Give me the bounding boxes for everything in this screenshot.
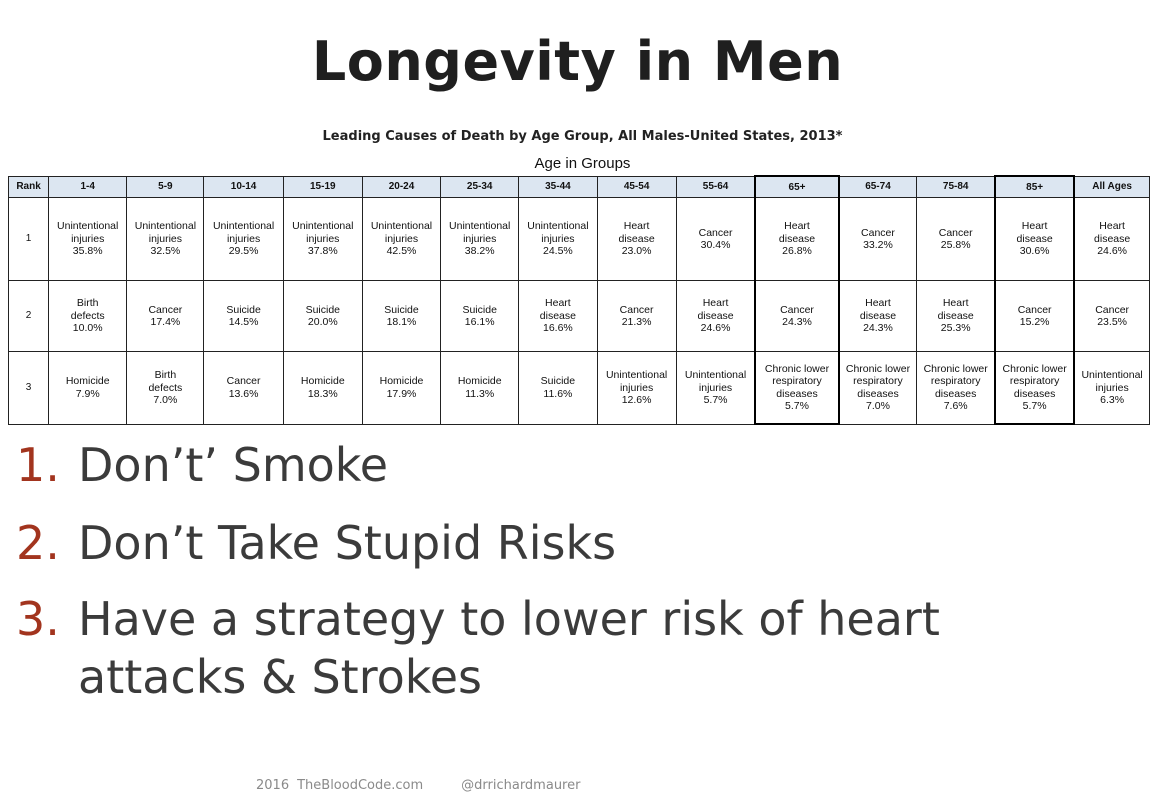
table-row: [9, 198, 1150, 281]
cause-label: Chronic lower: [923, 362, 988, 375]
takeaway-text: [78, 592, 940, 704]
cause-label: injuries: [619, 381, 654, 394]
cause-percent: 24.6%: [700, 322, 731, 335]
cause-label: Suicide: [384, 303, 419, 316]
cause-cell: [1074, 352, 1149, 425]
table-header-row: [9, 176, 1150, 198]
cause-percent: 33.2%: [863, 239, 893, 251]
cause-label: injuries: [541, 232, 575, 245]
cause-percent: 7.0%: [866, 400, 890, 413]
table-row: [9, 281, 1150, 352]
cause-cell: [127, 352, 204, 425]
cause-label: Unintentional: [292, 220, 354, 233]
cause-cell: [676, 198, 755, 281]
cause-percent: 11.3%: [465, 387, 495, 400]
cause-label: Heart: [942, 297, 969, 310]
cause-percent: 15.2%: [1019, 316, 1050, 328]
cause-cell: [676, 281, 755, 352]
cause-label: Cancer: [698, 226, 733, 239]
cause-label: disease: [697, 309, 734, 322]
cause-label: disease: [1016, 232, 1053, 245]
rank-header: Rank: [9, 176, 49, 198]
cause-label: Suicide: [540, 375, 576, 388]
cause-label: injuries: [71, 232, 105, 245]
cause-cell: [519, 281, 597, 352]
takeaway-text-line: Have a strategy to lower risk of heart: [78, 592, 940, 646]
cause-percent: 16.6%: [543, 322, 573, 335]
cause-label: Unintentional: [684, 369, 747, 381]
cause-label: injuries: [463, 232, 497, 245]
cause-cell: [676, 352, 755, 425]
cause-percent: 32.5%: [150, 245, 181, 258]
cause-cell: [597, 281, 676, 352]
cause-label: Chronic lower: [764, 362, 830, 375]
age-group-header: 1-4: [49, 176, 127, 198]
cause-cell: [127, 198, 204, 281]
footer-handle: @drrichardmaurer: [461, 778, 581, 793]
cause-label: Unintentional: [212, 220, 275, 233]
cause-cell: [441, 352, 519, 425]
takeaway-number: 1.: [16, 438, 60, 492]
cause-label: Homicide: [300, 375, 345, 388]
cause-cell: [755, 352, 838, 425]
cause-cell: [49, 281, 127, 352]
slide-title: Longevity in Men: [311, 30, 844, 93]
cause-percent: 18.1%: [386, 316, 417, 328]
cause-percent: 11.6%: [543, 387, 573, 400]
cause-percent: 26.8%: [782, 245, 812, 258]
cause-percent: 13.6%: [228, 387, 259, 400]
cause-cell: [362, 281, 440, 352]
cause-label: diseases: [776, 387, 818, 400]
takeaway-text: Don’t’ Smoke: [78, 438, 389, 492]
cause-label: Heart: [623, 220, 650, 233]
cause-percent: 5.7%: [785, 400, 809, 412]
cause-percent: 5.7%: [703, 394, 728, 406]
cause-label: Heart: [784, 220, 810, 233]
table-body: [9, 198, 1150, 425]
takeaway-text: Don’t Take Stupid Risks: [78, 516, 617, 570]
cause-percent: 24.5%: [543, 245, 573, 258]
cause-label: Homicide: [457, 375, 502, 388]
cause-label: Birth: [154, 369, 177, 381]
cause-label: Unintentional: [527, 220, 589, 233]
cause-label: disease: [859, 309, 897, 322]
cause-percent: 17.9%: [386, 387, 417, 400]
cause-cell: [283, 281, 362, 352]
age-group-header: 65+: [755, 176, 838, 198]
cause-percent: 7.6%: [943, 400, 968, 413]
cause-label: respiratory: [853, 375, 903, 388]
cause-label: respiratory: [930, 375, 981, 388]
takeaway-item-1: [16, 438, 388, 492]
cause-label: Chronic lower: [1002, 362, 1067, 375]
cause-cell: [283, 198, 362, 281]
cause-label: Cancer: [938, 226, 973, 239]
cause-label: Homicide: [65, 375, 110, 388]
takeaway-item-3: [16, 592, 940, 704]
cause-label: Cancer: [148, 303, 183, 316]
cause-percent: 7.9%: [75, 387, 100, 400]
cause-cell: [597, 198, 676, 281]
cause-cell: [362, 198, 440, 281]
cause-label: disease: [937, 309, 974, 322]
cause-label: injuries: [384, 232, 419, 245]
cause-cell: [995, 281, 1074, 352]
table-row: [9, 352, 1150, 425]
cause-percent: 24.3%: [863, 322, 893, 335]
cause-label: disease: [778, 232, 816, 245]
cause-percent: 17.4%: [150, 316, 181, 328]
cause-label: Unintentional: [370, 220, 433, 233]
cause-percent: 16.1%: [464, 316, 495, 328]
cause-label: disease: [539, 309, 576, 322]
cause-label: Birth: [76, 297, 99, 310]
cause-label: Cancer: [1095, 303, 1130, 316]
cause-percent: 25.8%: [940, 239, 971, 251]
cause-cell: [519, 198, 597, 281]
cause-cell: [839, 352, 917, 425]
cause-percent: 42.5%: [386, 245, 417, 258]
cause-cell: [755, 198, 838, 281]
cause-cell: [917, 198, 995, 281]
age-group-header: 20-24: [362, 176, 440, 198]
cause-cell: [597, 352, 676, 425]
cause-label: Homicide: [379, 375, 424, 388]
cause-label: diseases: [934, 387, 977, 400]
age-group-header: 10-14: [204, 176, 283, 198]
cause-label: injuries: [1095, 381, 1129, 394]
cause-percent: 30.4%: [700, 239, 731, 251]
cause-cell: [204, 198, 283, 281]
age-group-header: 45-54: [597, 176, 676, 198]
age-group-header: 5-9: [127, 176, 204, 198]
cause-percent: 25.3%: [940, 322, 971, 335]
rank-cell: 3: [9, 352, 49, 425]
cause-cell: [917, 352, 995, 425]
cause-cell: [995, 352, 1074, 425]
takeaway-text-line: attacks & Strokes: [78, 650, 483, 704]
cause-label: injuries: [698, 381, 733, 394]
cause-cell: [204, 352, 283, 425]
cause-cell: [204, 281, 283, 352]
cause-label: Cancer: [780, 303, 814, 316]
cause-label: disease: [1094, 232, 1131, 245]
cause-label: Unintentional: [134, 220, 197, 233]
cause-cell: [441, 281, 519, 352]
cause-percent: 20.0%: [307, 316, 338, 328]
footer: [256, 778, 610, 793]
cause-cell: [839, 281, 917, 352]
cause-percent: 12.6%: [621, 394, 652, 406]
age-group-header: 85+: [995, 176, 1074, 198]
cause-label: Heart: [702, 297, 729, 310]
age-group-header: 65-74: [839, 176, 917, 198]
cause-cell: [127, 281, 204, 352]
cause-label: defects: [148, 381, 183, 394]
cause-label: injuries: [226, 232, 261, 245]
cause-percent: 29.5%: [228, 245, 259, 258]
cause-label: injuries: [306, 232, 340, 245]
rank-cell: 2: [9, 281, 49, 352]
age-group-header: 25-34: [441, 176, 519, 198]
cause-cell: [755, 281, 838, 352]
cause-cell: [519, 352, 597, 425]
age-group-header: 55-64: [676, 176, 755, 198]
cause-label: Heart: [1021, 220, 1048, 233]
cause-cell: [839, 198, 917, 281]
cause-label: respiratory: [1009, 375, 1060, 387]
cause-label: Unintentional: [57, 220, 119, 233]
age-group-header: 75-84: [917, 176, 995, 198]
cause-label: Suicide: [305, 303, 341, 316]
cause-cell: [49, 198, 127, 281]
cause-label: Unintentional: [605, 369, 668, 381]
cause-percent: 38.2%: [464, 245, 495, 258]
cause-cell: [283, 352, 362, 425]
footer-site: TheBloodCode.com: [297, 778, 424, 793]
cause-percent: 18.3%: [307, 387, 338, 400]
cause-percent: 35.8%: [72, 245, 103, 258]
cause-percent: 24.3%: [782, 316, 812, 328]
age-group-header: All Ages: [1074, 176, 1149, 198]
cause-percent: 30.6%: [1019, 245, 1050, 258]
cause-label: injuries: [148, 232, 183, 245]
rank-cell: 1: [9, 198, 49, 281]
cause-percent: 6.3%: [1100, 394, 1125, 406]
cause-label: Cancer: [226, 375, 261, 388]
causes-of-death-table-wrap: [8, 175, 1150, 425]
cause-cell: [1074, 198, 1149, 281]
cause-percent: 21.3%: [621, 316, 652, 328]
cause-label: Heart: [1099, 220, 1125, 233]
cause-cell: [362, 352, 440, 425]
takeaway-number: 2.: [16, 516, 60, 570]
cause-cell: [49, 352, 127, 425]
cause-percent: 37.8%: [307, 245, 338, 258]
cause-percent: 23.5%: [1097, 316, 1127, 328]
cause-label: Suicide: [226, 303, 261, 316]
cause-label: diseases: [1013, 387, 1056, 400]
cause-percent: 14.5%: [228, 316, 259, 328]
cause-cell: [995, 198, 1074, 281]
cause-label: Cancer: [861, 226, 895, 239]
takeaway-item-2: [16, 516, 616, 570]
cause-percent: 5.7%: [1022, 400, 1047, 412]
cause-cell: [917, 281, 995, 352]
footer-year: 2016: [256, 778, 290, 793]
age-group-header: 35-44: [519, 176, 597, 198]
cause-label: respiratory: [772, 375, 822, 387]
takeaway-number: 3.: [16, 592, 60, 646]
age-group-header: 15-19: [283, 176, 362, 198]
causes-of-death-table: [8, 175, 1150, 425]
cause-label: defects: [70, 309, 105, 322]
cause-percent: 24.6%: [1097, 245, 1127, 258]
cause-label: Suicide: [462, 303, 497, 316]
table-caption: Leading Causes of Death by Age Group, All Males-United States, 2013*: [322, 129, 843, 144]
cause-label: Cancer: [619, 303, 654, 316]
cause-cell: [1074, 281, 1149, 352]
cause-label: Unintentional: [1081, 369, 1143, 381]
cause-cell: [441, 198, 519, 281]
cause-percent: 7.0%: [153, 394, 178, 406]
cause-label: Chronic lower: [845, 362, 911, 375]
cause-label: Heart: [865, 297, 891, 310]
cause-label: Heart: [545, 297, 571, 310]
cause-percent: 10.0%: [72, 322, 103, 335]
cause-percent: 23.0%: [621, 245, 652, 258]
cause-label: Unintentional: [449, 220, 511, 233]
table-subcaption: Age in Groups: [534, 155, 631, 172]
cause-label: diseases: [857, 387, 899, 400]
cause-label: disease: [618, 232, 655, 245]
cause-label: Cancer: [1017, 303, 1052, 316]
